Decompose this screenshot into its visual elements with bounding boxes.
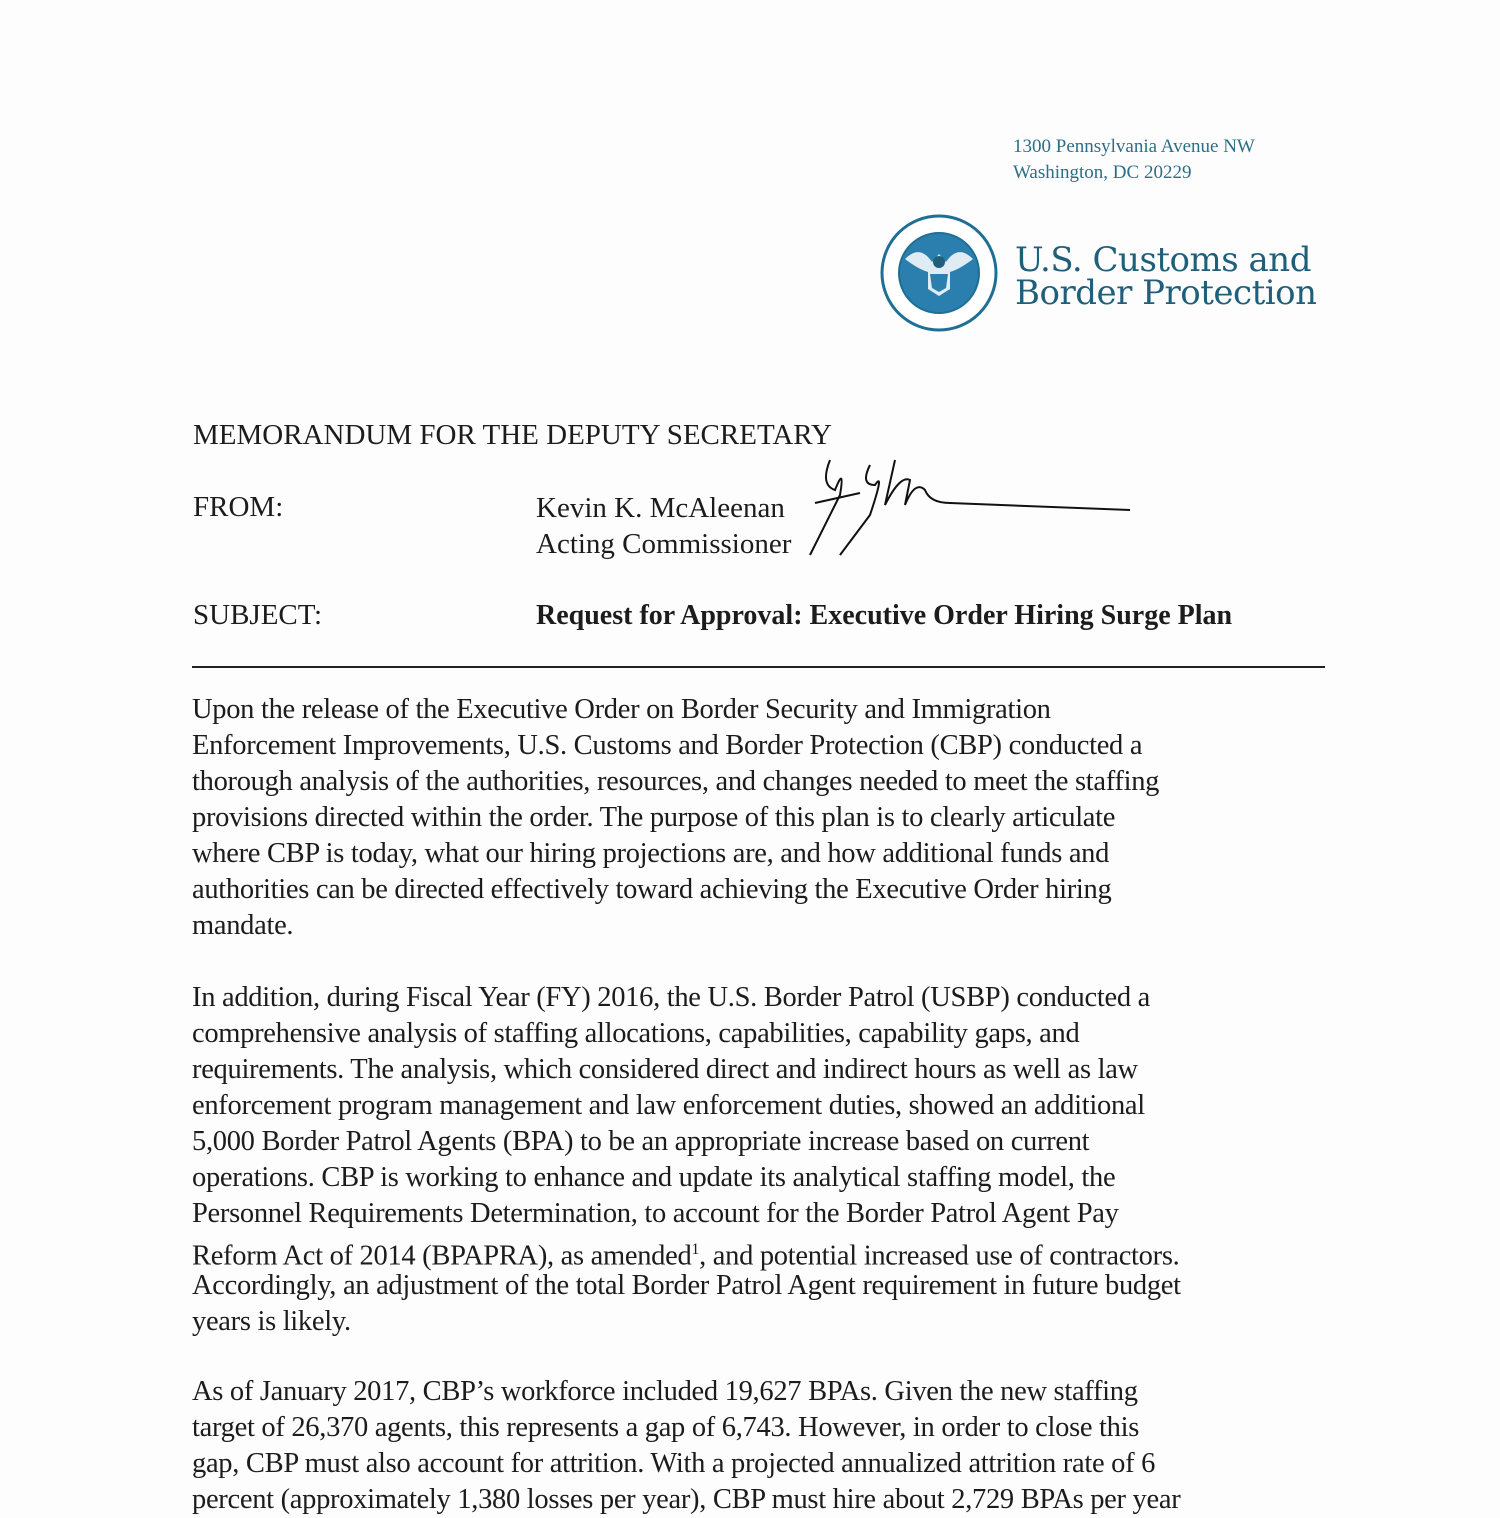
- paragraph-2-line: 5,000 Border Patrol Agents (BPA) to be an appropriate increase based on current: [192, 1126, 1090, 1157]
- paragraph-1-line: where CBP is today, what our hiring projections are, and how additional funds and: [192, 838, 1110, 869]
- line-text: Reform Act of 2014 (BPAPRA), as amended: [192, 1240, 692, 1272]
- dhs-seal-icon: [880, 214, 998, 332]
- paragraph-1-line: provisions directed within the order. The purpose of this plan is to clearly articulate: [192, 802, 1116, 833]
- from-name: Kevin K. McAleenan: [536, 492, 785, 524]
- agency-name-line-1: U.S. Customs and: [1015, 240, 1311, 280]
- subject-text: Request for Approval: Executive Order Hiring Surge Plan: [536, 600, 1233, 631]
- signature: [800, 455, 1140, 565]
- address-line-2: Washington, DC 20229: [1013, 162, 1192, 183]
- line-text: , and potential increased use of contractors.: [699, 1240, 1180, 1272]
- from-label: FROM:: [193, 491, 284, 523]
- paragraph-2-line: enforcement program management and law enforcement duties, showed an additional: [192, 1090, 1145, 1121]
- paragraph-2-line: In addition, during Fiscal Year (FY) 2016, the U.S. Border Patrol (USBP) conducted a: [192, 982, 1150, 1013]
- paragraph-3-line: percent (approximately 1,380 losses per year), CBP must hire about 2,729 BPAs per year: [192, 1484, 1181, 1515]
- paragraph-2-line: Personnel Requirements Determination, to account for the Border Patrol Agent Pay: [192, 1198, 1119, 1229]
- divider: [192, 666, 1325, 668]
- paragraph-2-line: comprehensive analysis of staffing allocations, capabilities, capability gaps, and: [192, 1018, 1080, 1049]
- address-line-1: 1300 Pennsylvania Avenue NW: [1013, 136, 1255, 157]
- paragraph-1-line: Upon the release of the Executive Order on Border Security and Immigration: [192, 694, 1051, 725]
- paragraph-1-line: Enforcement Improvements, U.S. Customs and Border Protection (CBP) conducted a: [192, 730, 1143, 761]
- paragraph-2-line: operations. CBP is working to enhance and update its analytical staffing model, the: [192, 1162, 1116, 1193]
- paragraph-1-line: mandate.: [192, 910, 294, 941]
- memo-title: MEMORANDUM FOR THE DEPUTY SECRETARY: [193, 419, 832, 451]
- paragraph-3-line: target of 26,370 agents, this represents a gap of 6,743. However, in order to close this: [192, 1412, 1140, 1443]
- paragraph-2-line: Accordingly, an adjustment of the total Border Patrol Agent requirement in future budget: [192, 1270, 1181, 1301]
- paragraph-3-line: As of January 2017, CBP’s workforce included 19,627 BPAs. Given the new staffing: [192, 1376, 1138, 1407]
- paragraph-2-line: requirements. The analysis, which considered direct and indirect hours as well as law: [192, 1054, 1138, 1085]
- paragraph-1-line: thorough analysis of the authorities, resources, and changes needed to meet the staffing: [192, 766, 1160, 797]
- subject-label: SUBJECT:: [193, 599, 323, 631]
- paragraph-3-line: gap, CBP must also account for attrition. With a projected annualized attrition rate of 6: [192, 1448, 1156, 1479]
- paragraph-1-line: authorities can be directed effectively toward achieving the Executive Order hiring: [192, 874, 1112, 905]
- agency-name-line-2: Border Protection: [1015, 273, 1317, 313]
- paragraph-2-line: years is likely.: [192, 1306, 351, 1337]
- from-title: Acting Commissioner: [536, 528, 792, 560]
- footnote-marker[interactable]: 1: [691, 1241, 700, 1258]
